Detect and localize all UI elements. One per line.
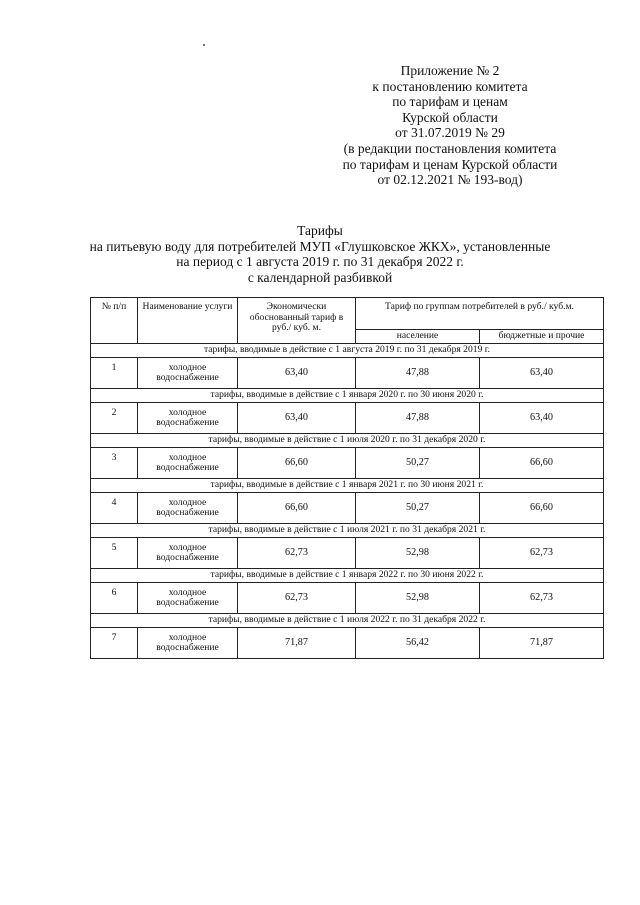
row-service: холодное водоснабжение (138, 538, 238, 569)
row-economic: 66,60 (238, 448, 356, 479)
row-budget: 66,60 (480, 448, 604, 479)
row-economic: 71,87 (238, 628, 356, 659)
appendix-line: (в редакции постановления комитета (343, 140, 557, 156)
row-service: холодное водоснабжение (138, 628, 238, 659)
title-line: на питьевую воду для потребителей МУП «Глушковское ЖКХ», установленные (89, 238, 551, 254)
appendix-line: Приложение № 2 (400, 63, 500, 78)
appendix-line: по тарифам и ценам (392, 94, 508, 110)
table-row (91, 538, 604, 569)
table-row (91, 358, 604, 389)
period-row: тарифы, вводимые в действие с 1 января 2021 г. по 30 июня 2021 г. (91, 479, 604, 493)
header-population: население (356, 330, 480, 344)
period-row: тарифы, вводимые в действие с 1 июля 2021 г. по 31 декабря 2021 г. (91, 524, 604, 538)
row-num: 2 (91, 403, 138, 434)
row-population: 47,88 (356, 403, 480, 434)
row-service: холодное водоснабжение (138, 403, 238, 434)
table-row (91, 493, 604, 524)
row-num: 3 (91, 448, 138, 479)
header-service: Наименование услуги (138, 298, 238, 344)
row-num: 4 (91, 493, 138, 524)
table-row (91, 403, 604, 434)
appendix-line: к постановлению комитета (372, 78, 528, 94)
row-num: 7 (91, 628, 138, 659)
header-budget: бюджетные и прочие (480, 330, 604, 344)
table-row (91, 448, 604, 479)
row-service: холодное водоснабжение (138, 493, 238, 524)
row-budget: 66,60 (480, 493, 604, 524)
table-row (91, 583, 604, 614)
appendix-line: Курской области (402, 109, 498, 125)
appendix-reference (330, 63, 570, 188)
row-service: холодное водоснабжение (138, 358, 238, 389)
header-num: № п/п (91, 298, 138, 344)
row-budget: 62,73 (480, 538, 604, 569)
scan-speck (203, 44, 205, 46)
row-economic: 66,60 (238, 493, 356, 524)
row-population: 47,88 (356, 358, 480, 389)
row-num: 5 (91, 538, 138, 569)
appendix-line: от 02.12.2021 № 193-вод) (377, 172, 523, 188)
row-num: 6 (91, 583, 138, 614)
row-population: 50,27 (356, 448, 480, 479)
header-economic-tariff: Экономически обоснованный тариф в руб./ куб. м. (238, 298, 356, 344)
title-line: на период с 1 августа 2019 г. по 31 декабря 2022 г. (176, 254, 464, 270)
document-title (60, 223, 580, 285)
row-population: 52,98 (356, 538, 480, 569)
row-budget: 63,40 (480, 403, 604, 434)
period-row: тарифы, вводимые в действие с 1 января 2022 г. по 30 июня 2022 г. (91, 569, 604, 583)
appendix-line: по тарифам и ценам Курской области (342, 156, 558, 172)
row-budget: 71,87 (480, 628, 604, 659)
period-row: тарифы, вводимые в действие с 1 августа 2019 г. по 31 декабря 2019 г. (91, 344, 604, 358)
row-num: 1 (91, 358, 138, 389)
row-service: холодное водоснабжение (138, 448, 238, 479)
tariff-table-body (91, 344, 604, 659)
tariff-table (90, 297, 604, 659)
period-row: тарифы, вводимые в действие с 1 января 2020 г. по 30 июня 2020 г. (91, 389, 604, 403)
row-budget: 63,40 (480, 358, 604, 389)
period-row: тарифы, вводимые в действие с 1 июля 2022 г. по 31 декабря 2022 г. (91, 614, 604, 628)
table-row (91, 628, 604, 659)
row-economic: 62,73 (238, 538, 356, 569)
row-population: 52,98 (356, 583, 480, 614)
row-service: холодное водоснабжение (138, 583, 238, 614)
row-population: 56,42 (356, 628, 480, 659)
row-budget: 62,73 (480, 583, 604, 614)
row-economic: 62,73 (238, 583, 356, 614)
period-row: тарифы, вводимые в действие с 1 июля 2020 г. по 31 декабря 2020 г. (91, 434, 604, 448)
title-line: Тарифы (297, 223, 343, 238)
appendix-line: от 31.07.2019 № 29 (395, 125, 505, 141)
row-population: 50,27 (356, 493, 480, 524)
row-economic: 63,40 (238, 403, 356, 434)
header-consumer-groups: Тариф по группам потребителей в руб./ куб.м. (356, 298, 604, 330)
title-line: с календарной разбивкой (247, 269, 393, 285)
row-economic: 63,40 (238, 358, 356, 389)
